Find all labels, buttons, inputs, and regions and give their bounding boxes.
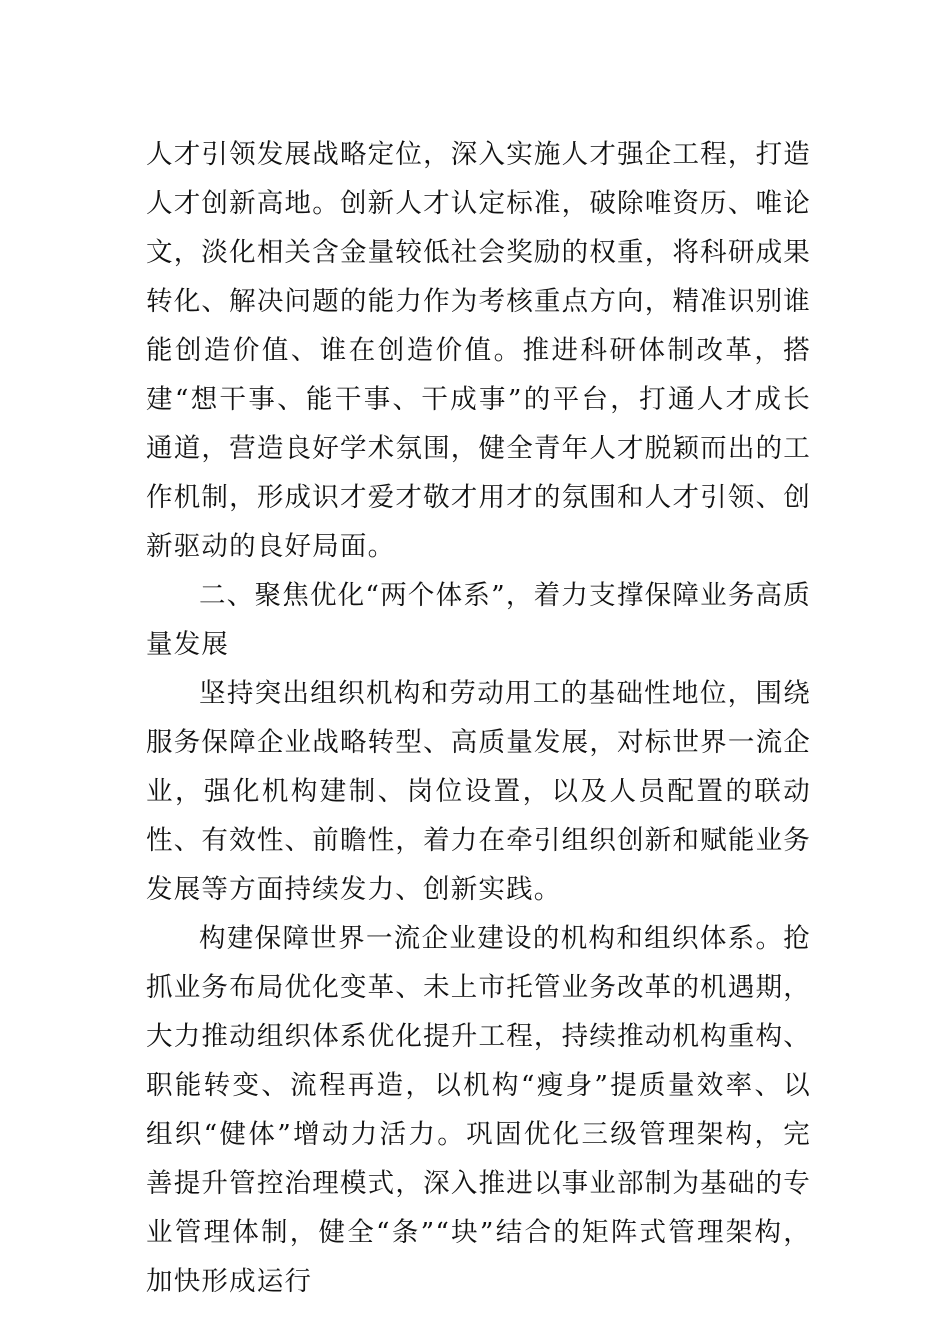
paragraph-talent-strategy: 人才引领发展战略定位，深入实施人才强企工程，打造人才创新高地。创新人才认定标准，破除唯资历、唯论文，淡化相关含金量较低社会奖励的权重，将科研成果转化、解决问题的能力作为考核重点方向，精准识别谁能创造价值、谁在创造价值。推进科研体制改革，搭建“想干事、能干事、干成事”的平台，打通人才成长通道，营造良好学术氛围，健全青年人才脱颖而出的工作机制，形成识才爱才敬才用才的氛围和人才引领、创新驱动的良好局面。 — [146, 139, 811, 562]
document-body — [146, 130, 811, 1306]
paragraph-organization-system: 构建保障世界一流企业建设的机构和组织体系。抢抓业务布局优化变革、未上市托管业务改革的机遇期，大力推动组织体系优化提升工程，持续推动机构重构、职能转变、流程再造，以机构“瘦身”提质量效率、以组织“健体”增动力活力。巩固优化三级管理架构，完善提升管控治理模式，深入推进以事业部制为基础的专业管理体制，健全“条”“块”结合的矩阵式管理架构，加快形成运行 — [146, 923, 811, 1297]
section-heading-two-systems: 二、聚焦优化“两个体系”，着力支撑保障业务高质量发展 — [146, 580, 811, 660]
paragraph-organization-labor: 坚持突出组织机构和劳动用工的基础性地位，围绕服务保障企业战略转型、高质量发展，对标世界一流企业，强化机构建制、岗位设置，以及人员配置的联动性、有效性、前瞻性，着力在牵引组织创新和赋能业务发展等方面持续发力、创新实践。 — [146, 678, 811, 905]
